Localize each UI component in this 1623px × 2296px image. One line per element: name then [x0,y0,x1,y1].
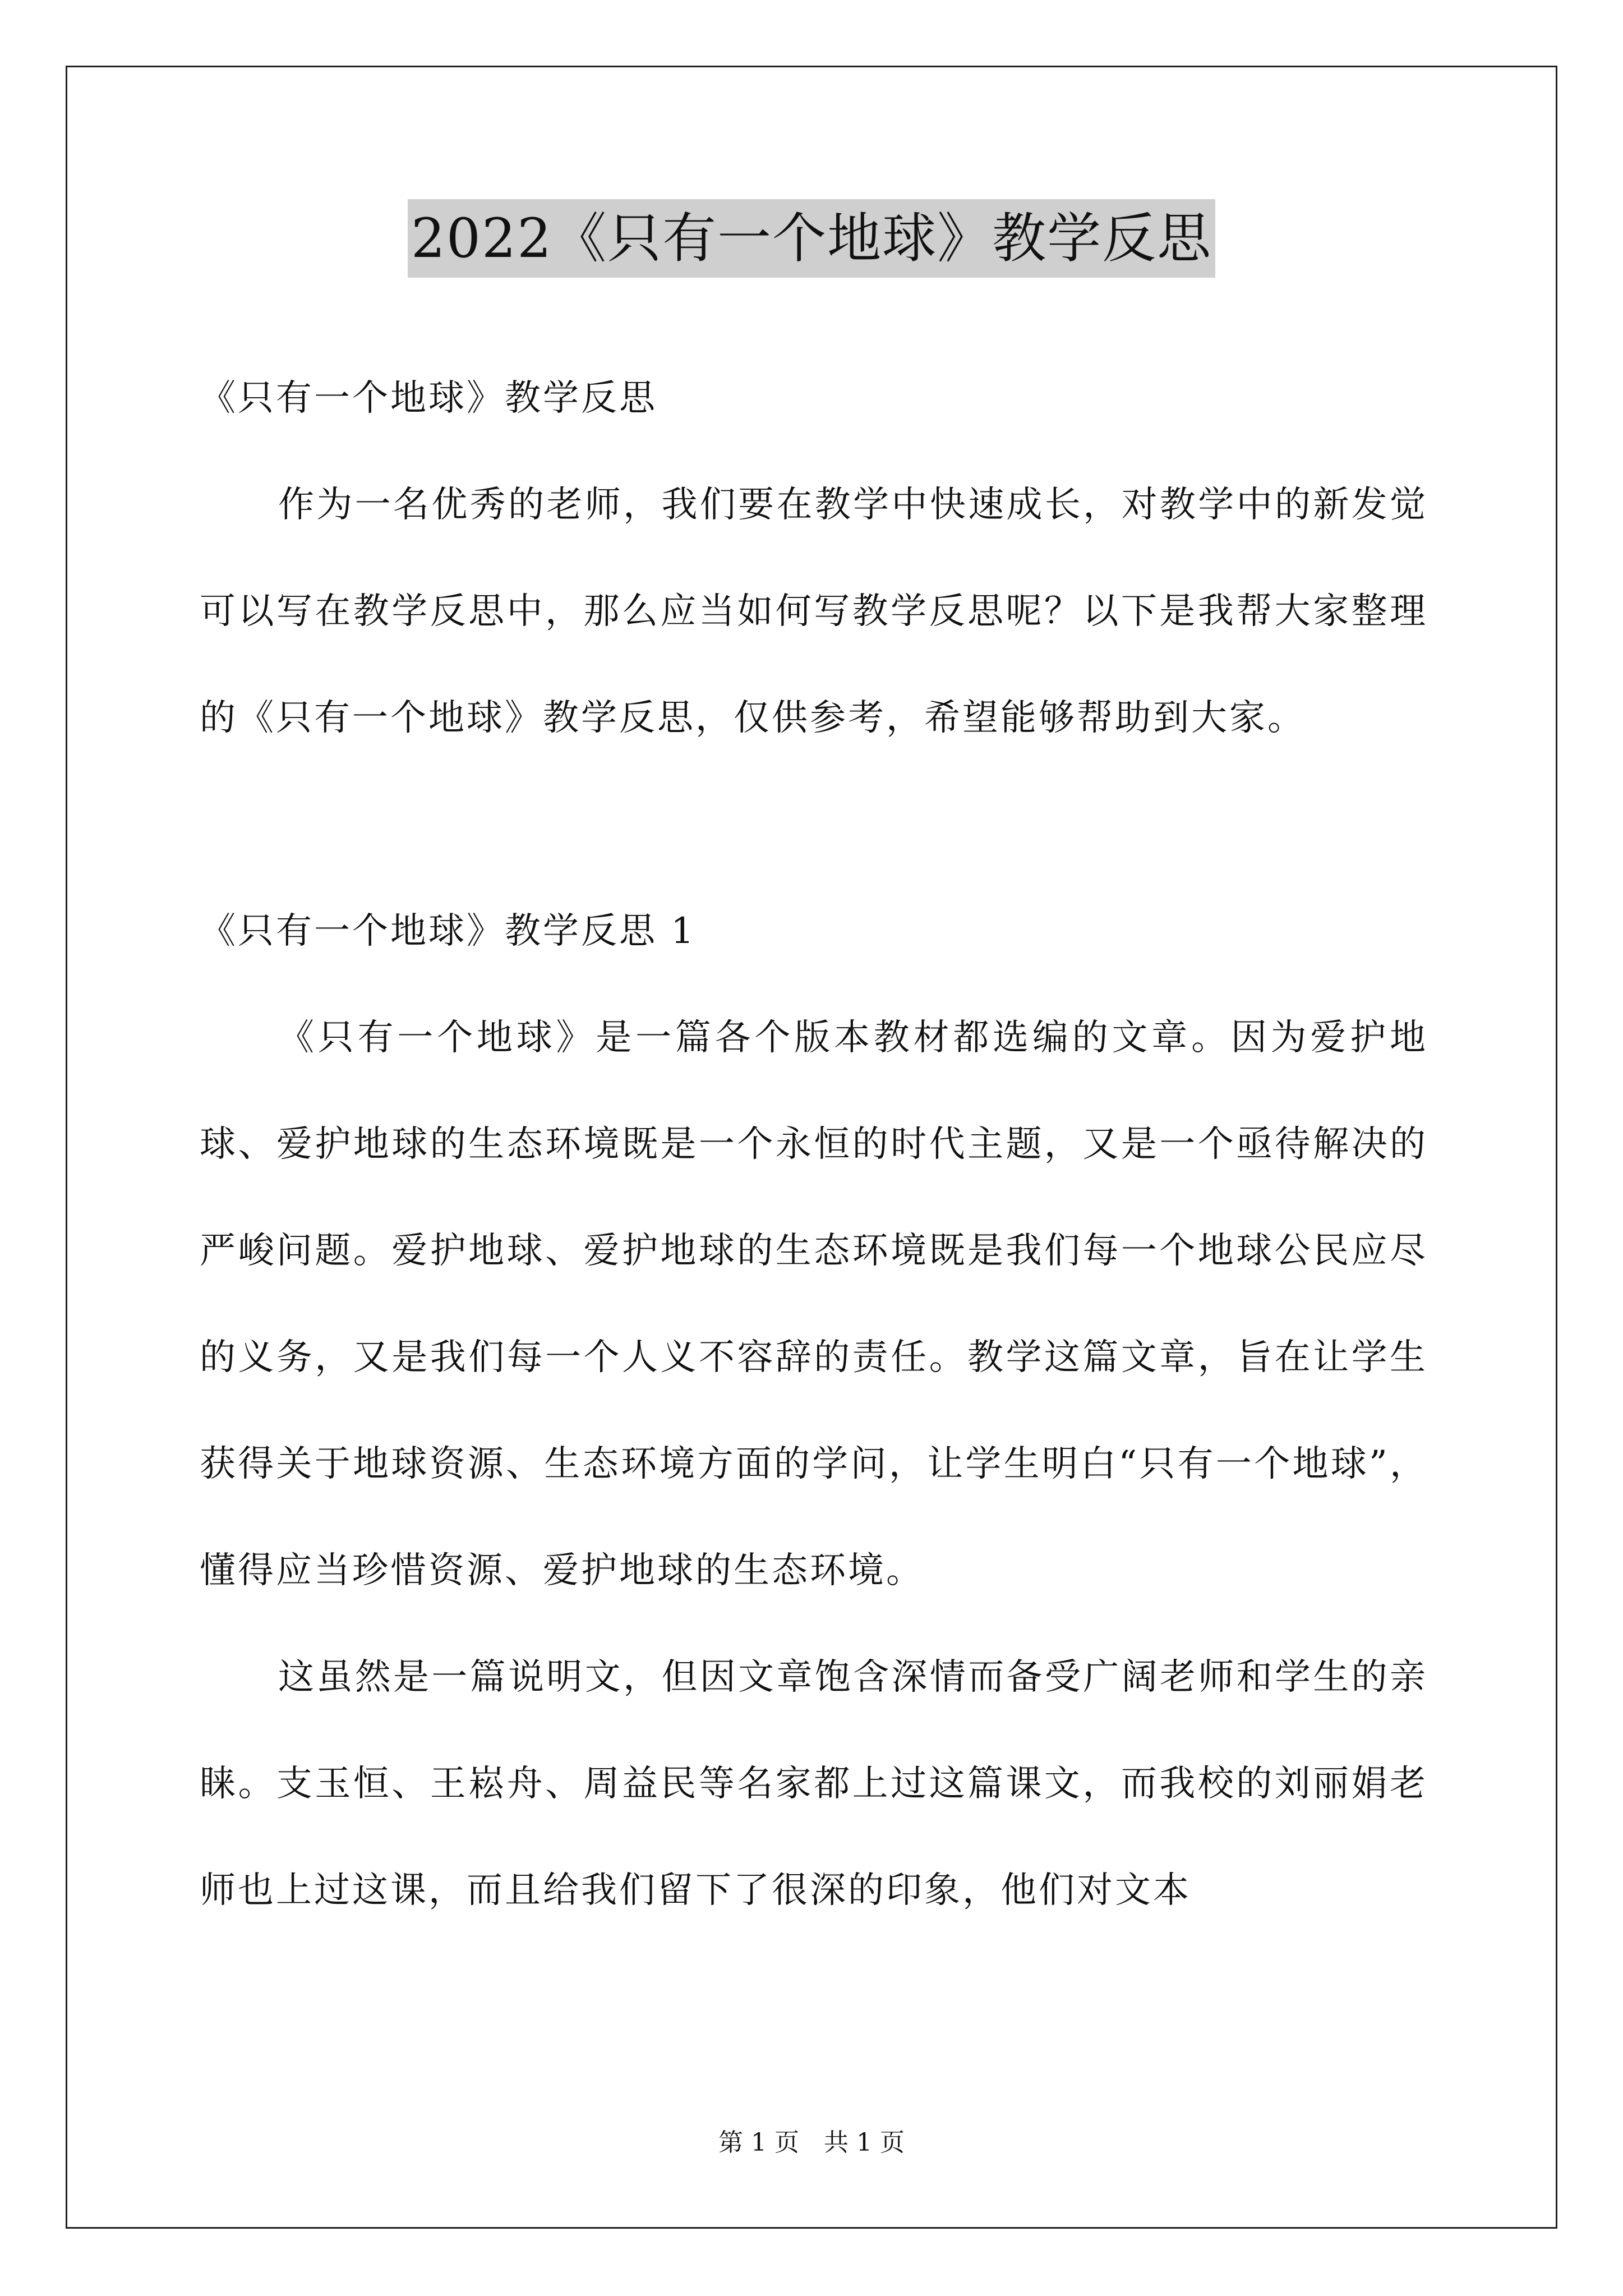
document-body [200,345,1428,1944]
section-heading: 《只有一个地球》教学反思 1 [200,910,697,952]
body-paragraph-2: 这虽然是一篇说明文，但因文章饱含深情而备受广阔老师和学生的亲睐。支玉恒、王崧舟、周益民等名家都上过这篇课文，而我校的刘丽娟老师也上过这课，而且给我们留下了很深的印象，他们对文本 [200,1657,1428,1911]
document-title: 2022《只有一个地球》教学反思 [408,199,1215,278]
document-subtitle: 《只有一个地球》教学反思 [200,378,657,419]
title-container [0,199,1623,278]
page-footer: 第 1 页 共 1 页 [718,2128,905,2157]
body-paragraph-1: 《只有一个地球》是一篇各个版本教材都选编的文章。因为爱护地球、爱护地球的生态环境既是一个永恒的时代主题，又是一个亟待解决的严峻问题。爱护地球、爱护地球的生态环境既是我们每一个地球公民应尽的义务，又是我们每一个人义不容辞的责任。教学这篇文章，旨在让学生获得关于地球资源、生态环境方面的学问，让学生明白“只有一个地球”，懂得应当珍惜资源、爱护地球的生态环境。 [200,1017,1428,1591]
section-spacer [200,771,1428,878]
intro-paragraph: 作为一名优秀的老师，我们要在教学中快速成长，对教学中的新发觉可以写在教学反思中，那么应当如何写教学反思呢？以下是我帮大家整理的《只有一个地球》教学反思，仅供参考，希望能够帮助到大家。 [200,484,1428,739]
